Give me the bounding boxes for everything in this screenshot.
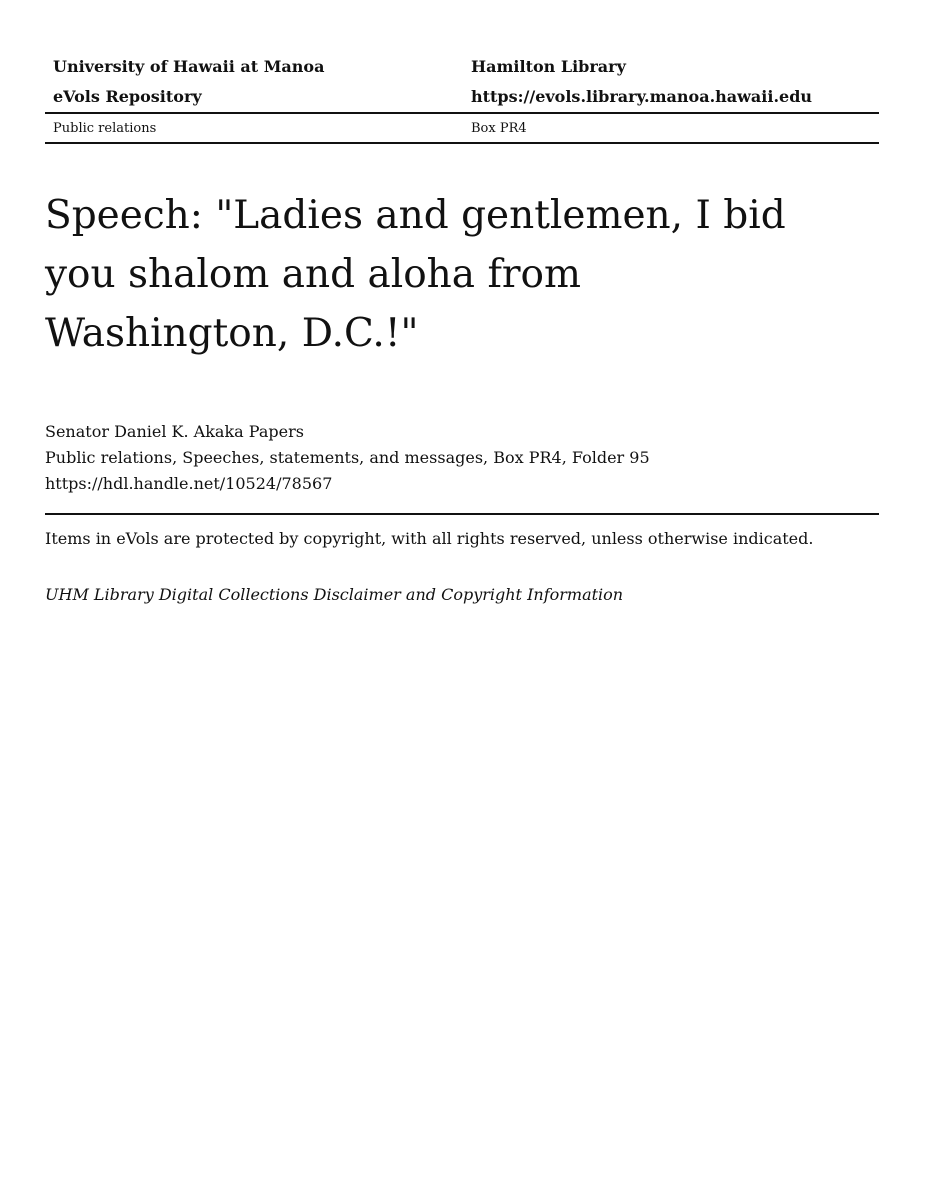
page-header bbox=[45, 52, 879, 144]
document-title: Speech: "Ladies and gentlemen, I bid you shalom and aloha from Washington, D.C.!" bbox=[45, 193, 786, 356]
handle-link[interactable]: https://hdl.handle.net/10524/78567 bbox=[45, 474, 333, 493]
folder-location: Public relations, Speeches, statements, and messages, Box PR4, Folder 95 bbox=[45, 448, 650, 467]
disclaimer-link[interactable]: UHM Library Digital Collections Disclaimer and Copyright Information bbox=[45, 585, 624, 604]
header-row-institution bbox=[45, 52, 879, 82]
series-name: Public relations bbox=[53, 120, 157, 136]
header-row-repository bbox=[45, 82, 879, 112]
document-metadata bbox=[45, 419, 879, 497]
header-row-series bbox=[45, 112, 879, 144]
institution-name: University of Hawaii at Manoa bbox=[53, 57, 325, 76]
box-label: Box PR4 bbox=[471, 120, 527, 136]
collection-name: Senator Daniel K. Akaka Papers bbox=[45, 422, 304, 441]
repository-url[interactable]: https://evols.library.manoa.hawaii.edu bbox=[471, 87, 813, 106]
divider bbox=[45, 513, 879, 515]
rights-statement: Items in eVols are protected by copyright, with all rights reserved, unless otherwise indicated. bbox=[45, 529, 814, 548]
repository-name: eVols Repository bbox=[53, 87, 202, 106]
library-name: Hamilton Library bbox=[471, 57, 626, 76]
